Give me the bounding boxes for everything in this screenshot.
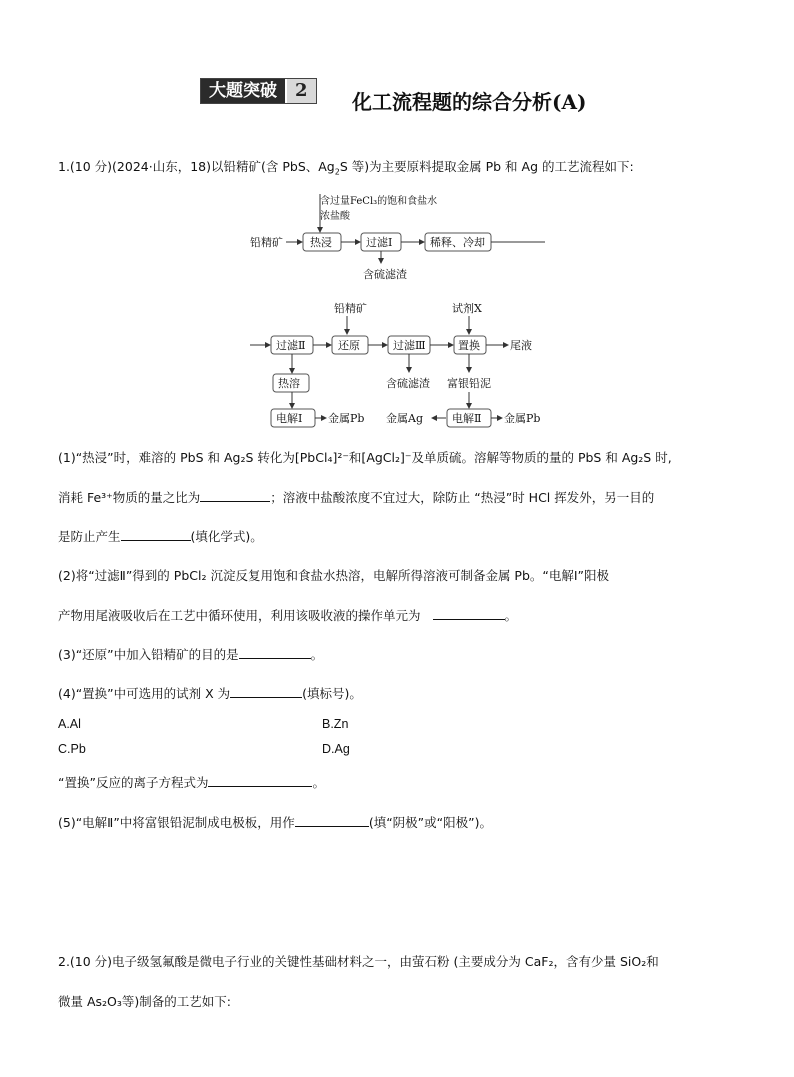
q1-part3a: (3)“还原”中加入铅精矿的目的是 <box>58 647 239 662</box>
q1-part5a: (5)“电解Ⅱ”中将富银铅泥制成电极板，用作 <box>58 815 295 830</box>
flow2-prod1: 金属Pb <box>328 412 365 425</box>
flow2-box2-label: 还原 <box>338 339 360 352</box>
flow2-box6-label: 电解Ⅰ <box>276 412 303 425</box>
flow2-waste: 含硫滤渣 <box>386 377 430 390</box>
q1-part4-equation <box>58 773 325 791</box>
q1-intro-b: S 等)为主要原料提取金属 Pb 和 Ag 的工艺流程如下: <box>339 159 634 174</box>
answer-blank[interactable] <box>200 489 270 502</box>
answer-blank[interactable] <box>433 607 505 620</box>
flow2-mud: 富银铅泥 <box>447 377 491 390</box>
q1-part3b: 。 <box>310 647 324 662</box>
answer-blank[interactable] <box>121 528 191 541</box>
q1-intro: 1.(10 分)(2024·山东，18)以铅精矿(含 PbS、$Ag_2S$ 等)为主要原料提取金属 Pb 和 Ag 的工艺流程如下: <box>58 159 634 177</box>
flow2-box7-label: 电解Ⅱ <box>452 412 482 425</box>
badge-number: 2 <box>285 79 316 103</box>
answer-blank[interactable] <box>239 646 311 659</box>
flow2-box5-label: 热溶 <box>278 377 300 390</box>
flow1-reagent1: 含过量FeCl₃的饱和食盐水 <box>320 196 438 207</box>
option-c[interactable]: C.Pb <box>58 742 86 756</box>
q1-part5 <box>58 813 492 831</box>
q1-part4d: 。 <box>312 775 325 790</box>
q1-part4a: (4)“置换”中可选用的试剂 X 为 <box>58 686 231 701</box>
q1-part4 <box>58 684 362 702</box>
q1-part1-line3b: (填化学式)。 <box>190 529 263 544</box>
q1-part1-line3a: 是防止产生 <box>58 529 121 544</box>
q1-part2-line2b: 。 <box>504 608 518 623</box>
flow1-box3-label: 稀释、冷却 <box>430 236 485 249</box>
option-a[interactable]: A.Al <box>58 717 81 731</box>
q1-part1-line3 <box>58 527 263 545</box>
flow-diagram-2 <box>240 298 560 433</box>
flow1-start: 铅精矿 <box>250 236 283 249</box>
flow2-top2: 试剂X <box>452 302 482 315</box>
q1-part1-line2b: ；溶液中盐酸浓度不宜过大，除防止 “热浸”时 HCl 挥发外，另一目的 <box>270 490 655 505</box>
flow2-out1: 尾液 <box>510 339 532 352</box>
answer-blank[interactable] <box>295 814 369 827</box>
q1-part1-line1: (1)“热浸”时，难溶的 PbS 和 Ag₂S 转化为[PbCl₄]²⁻和[AgCl₂]⁻及单质硫。溶解等物质的量的 PbS 和 Ag₂S 时, <box>58 450 672 465</box>
section-badge <box>200 78 317 104</box>
flow2-box1-label: 过滤Ⅱ <box>276 339 306 352</box>
q1-part5b: (填“阴极”或“阳极”)。 <box>368 815 492 830</box>
q1-part3 <box>58 645 323 663</box>
q1-part4b: (填标号)。 <box>302 686 362 701</box>
flow2-box4-label: 置换 <box>458 339 480 352</box>
flow1-waste: 含硫滤渣 <box>363 268 407 281</box>
badge-label: 大题突破 <box>201 79 285 103</box>
q1-part2-line2a: 产物用尾液吸收后在工艺中循环使用，利用该吸收液的操作单元为 <box>58 608 421 623</box>
page-title: 化工流程题的综合分析(A) <box>352 90 587 114</box>
flow1-box2-label: 过滤Ⅰ <box>366 236 393 249</box>
q1-part1-line2a: 消耗 Fe³⁺物质的量之比为 <box>58 490 201 505</box>
option-b[interactable]: B.Zn <box>322 717 349 731</box>
flow2-top1: 铅精矿 <box>334 302 367 315</box>
flow1-box1-label: 热浸 <box>310 236 332 249</box>
flow-diagram-1 <box>240 188 560 288</box>
q1-part2-line1: (2)将“过滤Ⅱ”得到的 PbCl₂ 沉淀反复用饱和食盐水热溶，电解所得溶液可制备金属 Pb。“电解Ⅰ”阳极 <box>58 568 610 583</box>
flow2-box3-label: 过滤Ⅲ <box>393 339 426 352</box>
q1-part1-line2 <box>58 488 654 506</box>
q1-part2-line2 <box>58 606 517 624</box>
q2-line1: 2.(10 分)电子级氢氟酸是微电子行业的关键性基础材料之一，由萤石粉 (主要成分为 CaF₂，含有少量 SiO₂和 <box>58 954 659 969</box>
answer-blank[interactable] <box>208 774 312 787</box>
flow1-reagent2: 浓盐酸 <box>320 211 350 222</box>
answer-blank[interactable] <box>230 685 302 698</box>
q1-part4c: “置换”反应的离子方程式为 <box>58 775 209 790</box>
flow2-prod3: 金属Pb <box>504 412 541 425</box>
q1-intro-a: 1.(10 分)(2024·山东，18)以铅精矿(含 PbS、Ag <box>58 159 335 174</box>
flow2-prod2: 金属Ag <box>386 412 423 425</box>
option-d[interactable]: D.Ag <box>322 742 350 756</box>
q2-line2: 微量 As₂O₃等)制备的工艺如下: <box>58 994 231 1009</box>
